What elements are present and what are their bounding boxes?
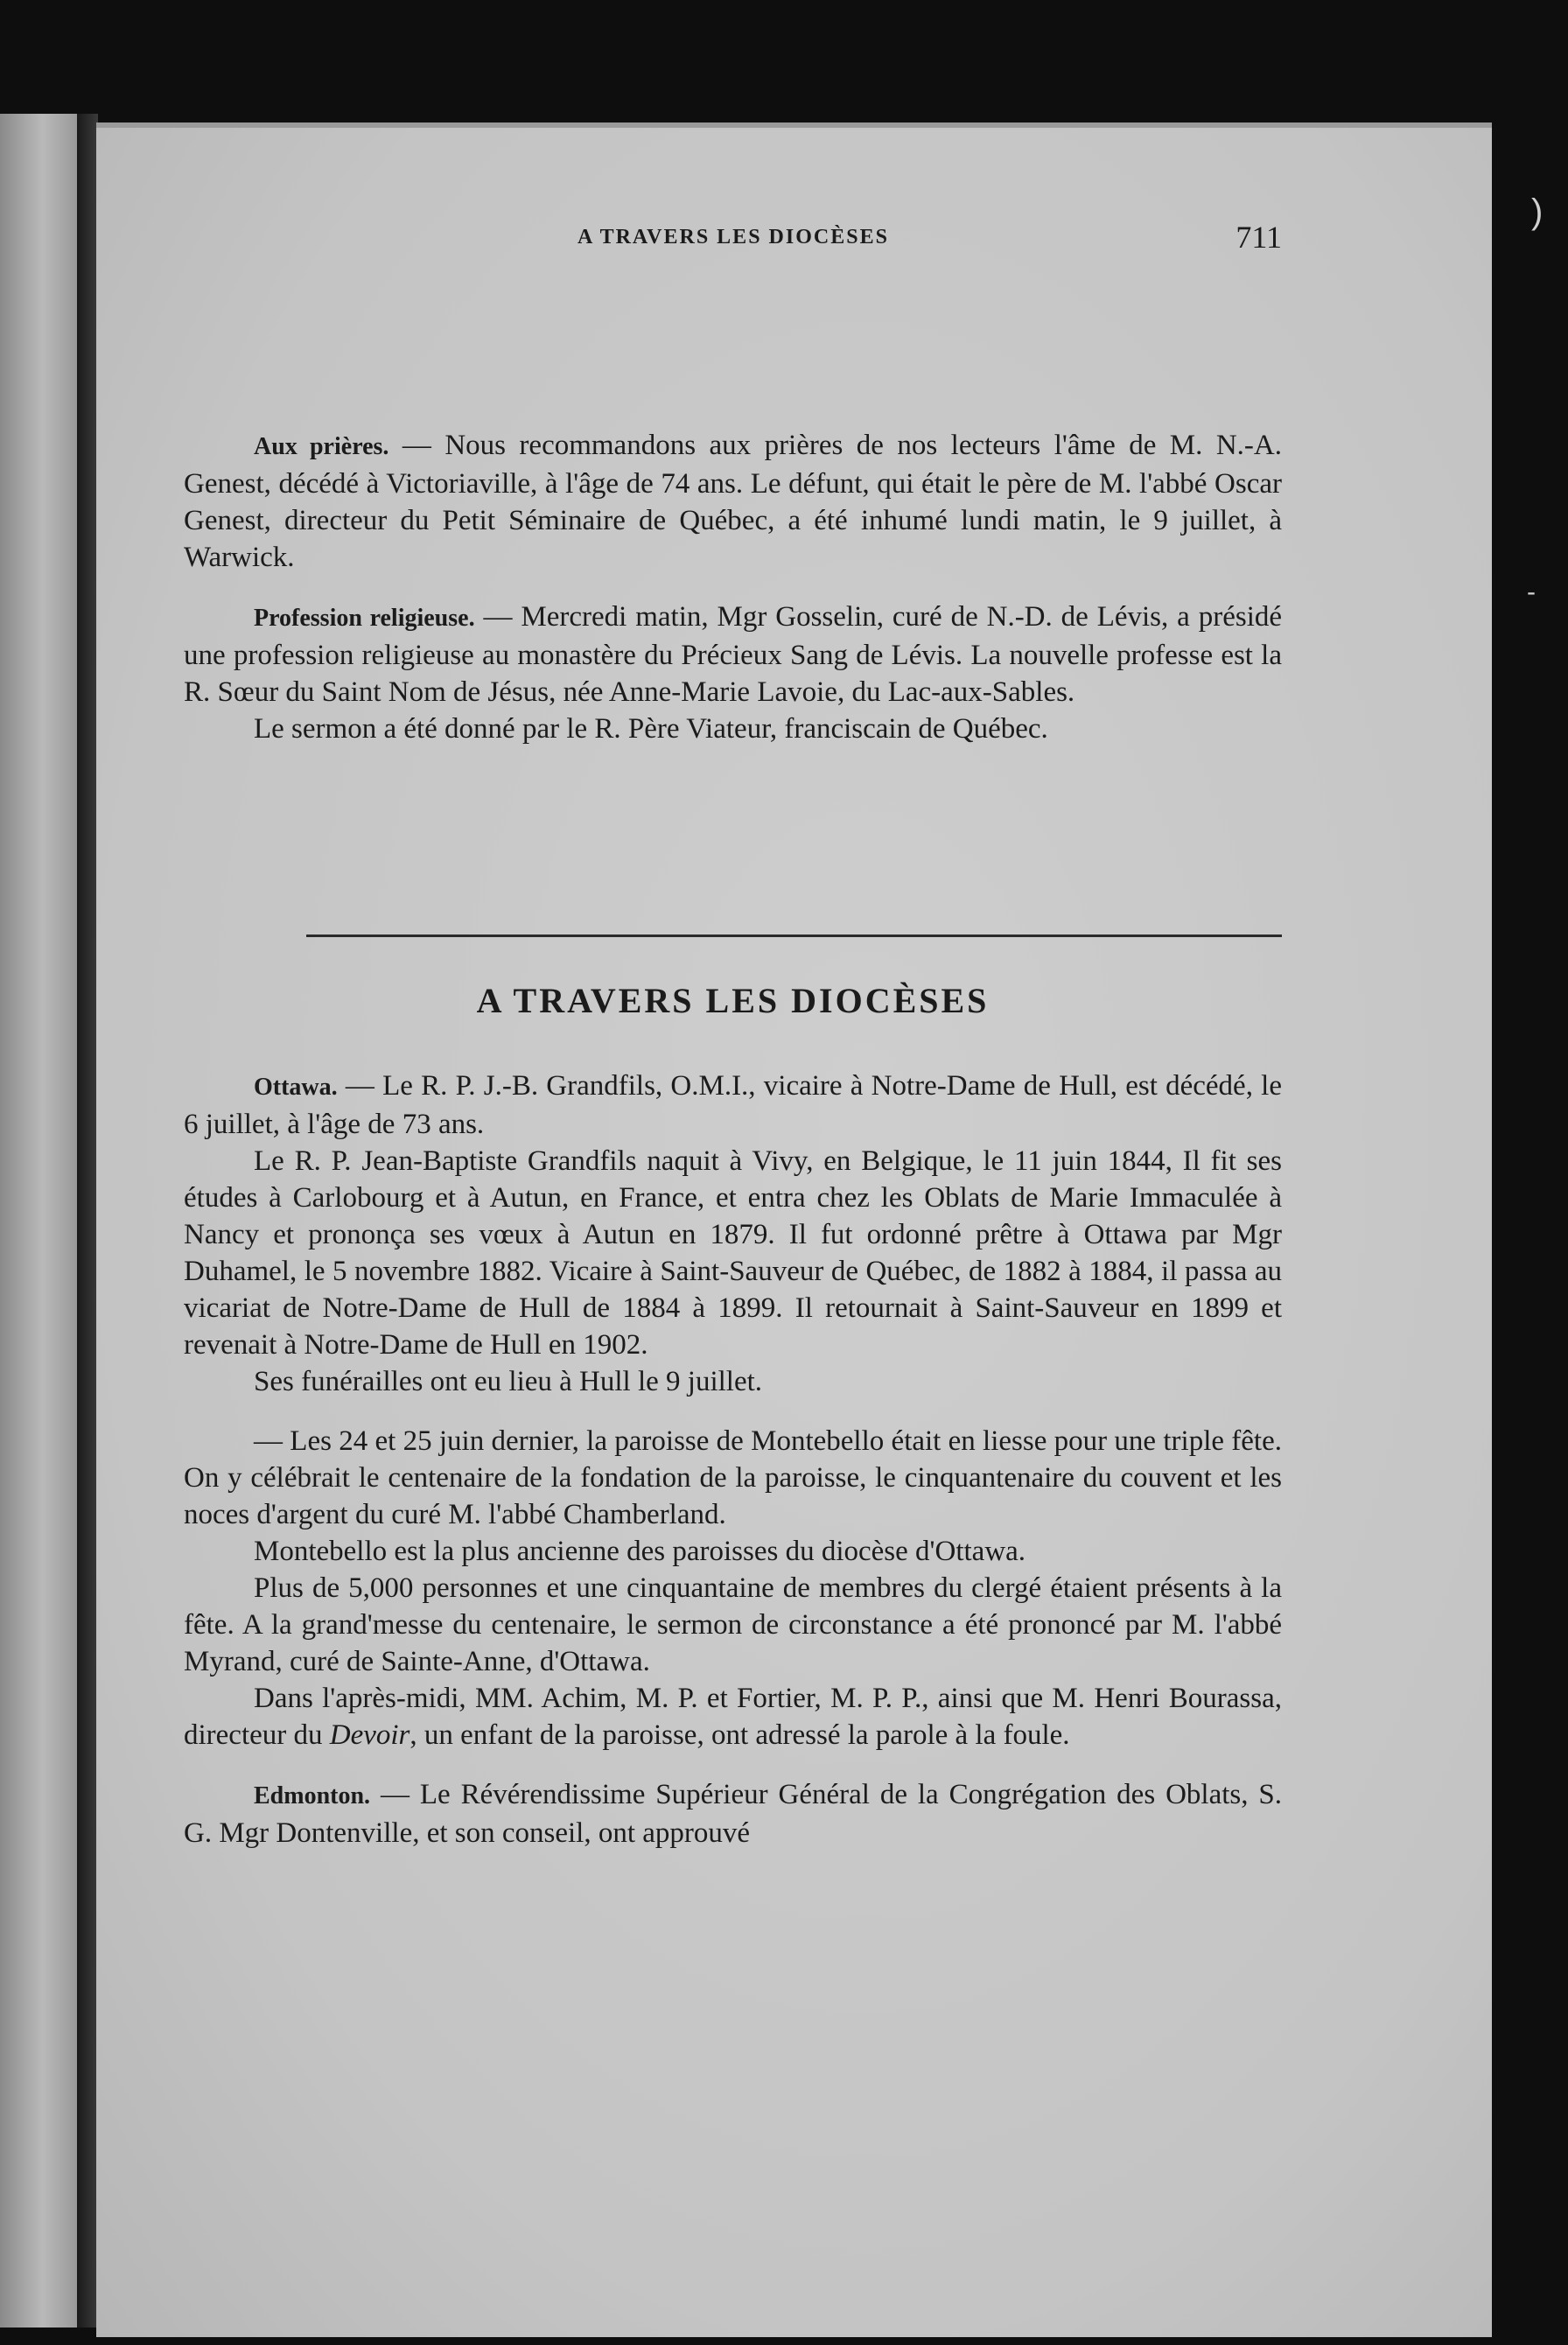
text-edmonton: — Le Révérendissime Supérieur Général de la Congrégation des Oblats, S. G. Mgr Dontenville, et son conseil, ont approuvé [184, 1779, 1282, 1849]
gutter-shadow [77, 114, 98, 2328]
lead-edmonton: Edmonton. [254, 1782, 371, 1810]
text-montebello-4a: Dans l'après-midi, MM. Achim, M. P. et Fortier, M. P. P., ainsi que M. Henri Bourassa, directeur du [184, 1683, 1282, 1751]
text-aux-prieres: — Nous recommandons aux prières de nos lecteurs l'âme de M. N.-A. Genest, décédé à Victoriaville, à l'âge de 74 ans. Le défunt, qui était le père de M. l'abbé Oscar Genest, directeur du Petit Séminaire de Québec, a été inhumé lundi matin, le 9 juillet, à Warwick. [184, 430, 1282, 573]
lead-ottawa: Ottawa. [254, 1074, 338, 1101]
paragraph-profession [184, 598, 1282, 710]
text-ottawa: — Le R. P. J.-B. Grandfils, O.M.I., vicaire à Notre-Dame de Hull, est décédé, le 6 juillet, à l'âge de 73 ans. [184, 1070, 1282, 1140]
paragraph-edmonton [184, 1776, 1282, 1852]
dioceses-block [184, 1068, 1282, 1852]
text-montebello-4b: , un enfant de la paroisse, ont adressé la parole à la foule. [410, 1719, 1070, 1751]
paragraph-montebello-2: Montebello est la plus ancienne des paroisses du diocèse d'Ottawa. [254, 1536, 1026, 1567]
previous-page-edge [0, 114, 77, 2328]
text-profession: — Mercredi matin, Mgr Gosselin, curé de N.-D. de Lévis, a présidé une profession religieuse au monastère du Précieux Sang de Lévis. La nouvelle professe est la R. Sœur du Saint Nom de Jésus, née Anne-Marie Lavoie, du Lac-aux-Sables. [184, 601, 1283, 708]
paragraph-ottawa [184, 1068, 1282, 1143]
paragraph-funeral: Ses funérailles ont eu lieu à Hull le 9 juillet. [254, 1366, 763, 1397]
running-title: A TRAVERS LES DIOCÈSES [578, 226, 889, 248]
scan-mark-2: - [1527, 578, 1536, 606]
paragraph-montebello-3: Plus de 5,000 personnes et une cinquantaine de membres du clergé étaient présents à la fête. A la grand'messe du centenaire, le sermon de circonstance a été prononcé par M. l'abbé Myrand, curé de Sainte-Anne, d'Ottawa. [184, 1572, 1282, 1677]
page-number: 711 [1236, 220, 1282, 255]
newspaper-title: Devoir [329, 1719, 410, 1751]
lead-profession: Profession religieuse. [254, 605, 475, 632]
paragraph-grandfils-bio: Le R. P. Jean-Baptiste Grandfils naquit à Vivy, en Belgique, le 11 juin 1844, Il fit ses études à Carlobourg et à Autun, en France, et entra chez les Oblats de Marie Immaculée à Nancy et prononça ses vœux à Autun en 1879. Il fut ordonné prêtre à Ottawa par Mgr Duhamel, le 5 novembre 1882. Vicaire à Saint-Sauveur de Québec, de 1882 à 1884, il passa au vicariat de Notre-Dame de Hull de 1884 à 1899. Il retournait à Saint-Sauveur en 1899 et revenait à Notre-Dame de Hull en 1902. [184, 1145, 1282, 1361]
section-title: A TRAVERS LES DIOCÈSES [476, 981, 990, 1020]
notices-block [184, 427, 1282, 747]
lead-aux-prieres: Aux prières. [254, 433, 389, 460]
paragraph-montebello-4 [184, 1680, 1282, 1754]
scan-mark-1: ) [1531, 192, 1544, 231]
section-rule [306, 934, 1282, 937]
paragraph-sermon: Le sermon a été donné par le R. Père Viateur, franciscain de Québec. [254, 713, 1048, 745]
paragraph-aux-prieres [184, 427, 1282, 576]
paragraph-montebello-1: — Les 24 et 25 juin dernier, la paroisse de Montebello était en liesse pour une triple fête. On y célébrait le centenaire de la fondation de la paroisse, le cinquantenaire du couvent et les noces d'argent du curé M. l'abbé Chamberland. [184, 1425, 1282, 1530]
running-head [184, 219, 1282, 271]
